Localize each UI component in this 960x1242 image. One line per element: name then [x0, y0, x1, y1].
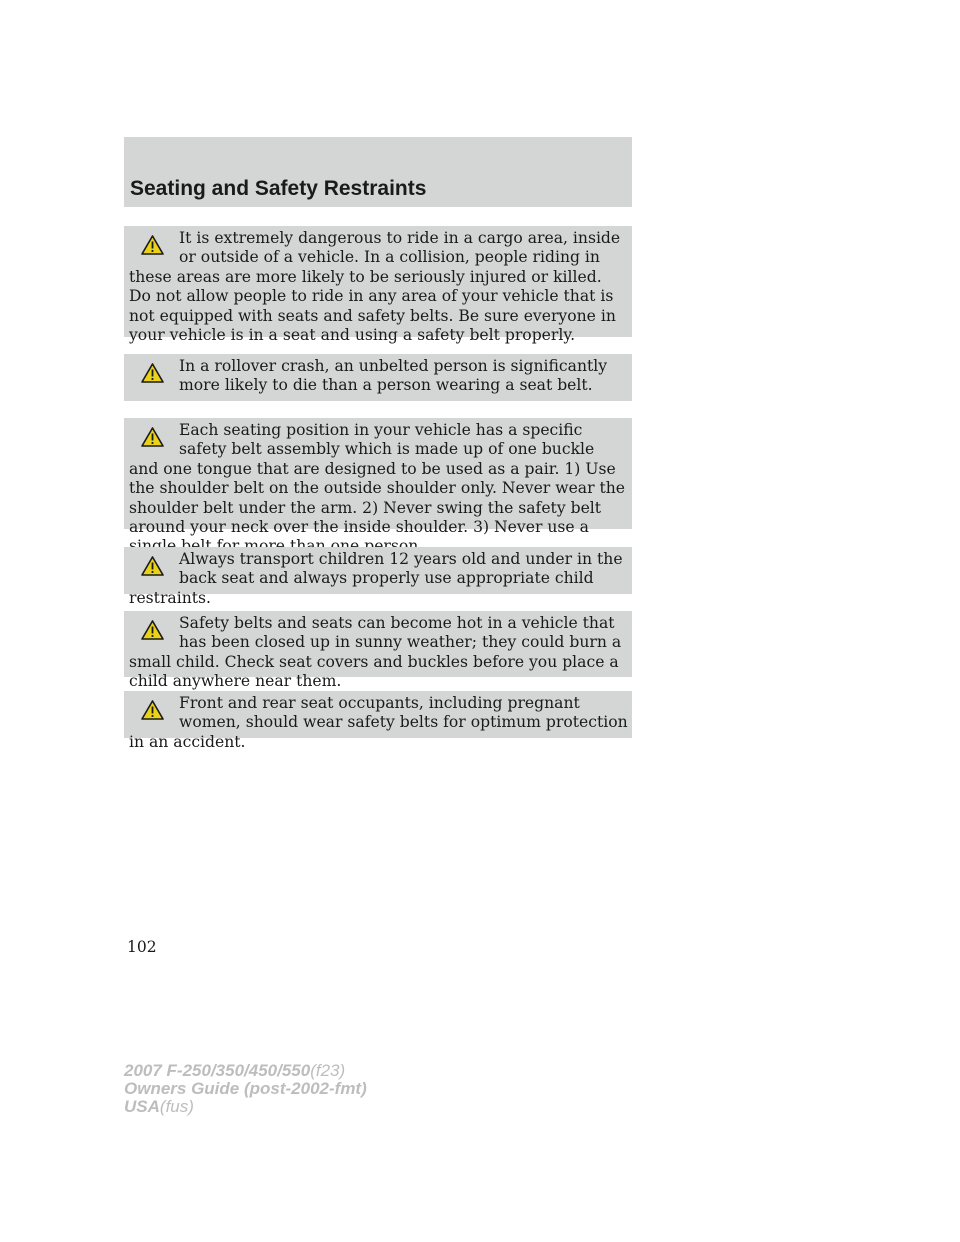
section-header	[124, 137, 632, 207]
warning-box	[124, 691, 632, 751]
footer-line-market	[124, 1098, 367, 1116]
warning-triangle-icon	[141, 363, 164, 383]
warning-triangle-icon	[141, 427, 164, 447]
footer-market: USA	[124, 1097, 160, 1116]
warning-triangle-icon	[141, 620, 164, 640]
warning-box	[124, 611, 632, 691]
warning-box	[124, 418, 632, 537]
warning-text: It is extremely dangerous to ride in a cargo area, inside or outside of a vehicle. In a collision, people riding in these areas are more likely to be seriously injured or killed. Do not allow people to ride in any area of your vehicle that is not equipped with seats and safety belts. Be sure everyone in your vehicle is in a seat and using a safety belt properly.	[129, 229, 621, 345]
section-title: Seating and Safety Restraints	[130, 177, 427, 200]
warning-text: In a rollover crash, an unbelted person is significantly more likely to die than a person wearing a seat belt.	[179, 357, 608, 395]
warning-text: Front and rear seat occupants, including pregnant women, should wear safety belts for optimum protection in an accident.	[129, 694, 628, 751]
warning-triangle-icon	[141, 235, 164, 255]
warning-text: Each seating position in your vehicle has a specific safety belt assembly which is made up of one buckle and one tongue that are designed to be used as a pair. 1) Use the shoulder belt on the outside shoulder only. Never wear the shoulder belt under the arm. 2) Never swing the safety belt around your neck over the inside shoulder. 3) Never use a	[129, 421, 626, 537]
warning-text: Always transport children 12 years old and under in the back seat and always properly use appropriate child restraints.	[129, 550, 623, 607]
warning-text: Safety belts and seats can become hot in a vehicle that has been closed up in sunny weather; they could burn a small child. Check seat covers and buckles before you place a child anywhere near them.	[129, 614, 622, 691]
footer-model: 2007 F-250/350/450/550	[124, 1061, 311, 1080]
warning-triangle-icon	[141, 556, 164, 576]
footer-line-guide	[124, 1080, 367, 1098]
warning-box	[124, 547, 632, 607]
page-number: 102	[127, 938, 157, 956]
footer-market-code: (fus)	[159, 1097, 194, 1116]
footer-model-code: (f23)	[310, 1061, 346, 1080]
footer-line-model	[124, 1062, 367, 1080]
warning-box	[124, 226, 632, 345]
warning-triangle-icon	[141, 700, 164, 720]
footer	[124, 1062, 367, 1116]
footer-guide: Owners Guide (post-2002-fmt)	[124, 1079, 367, 1098]
warning-box	[124, 354, 632, 401]
